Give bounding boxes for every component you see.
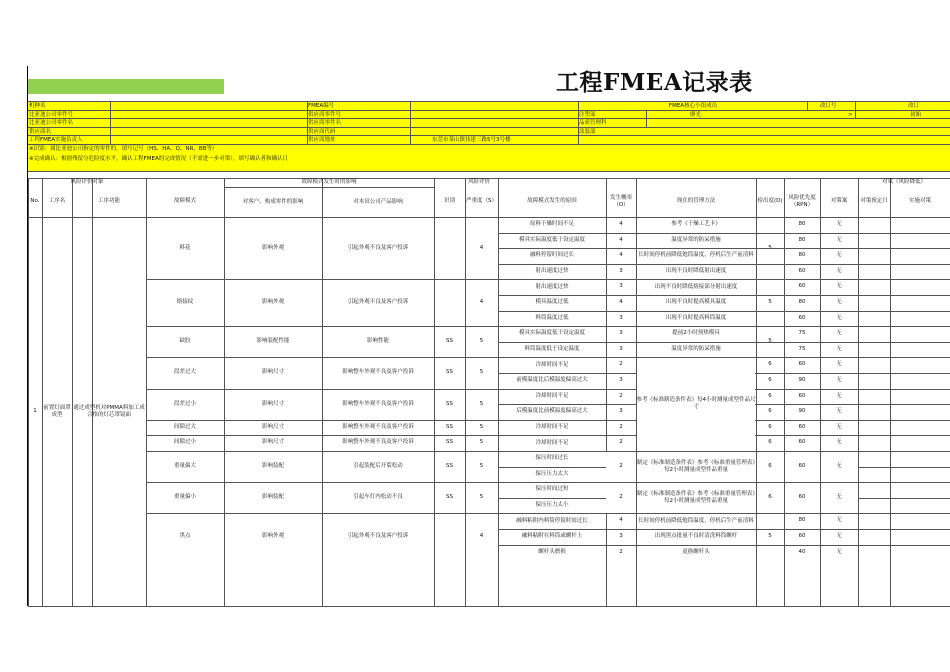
- severity: 4: [479, 245, 484, 251]
- countermeasure-value: 无: [836, 283, 842, 290]
- failure-mode: 段差过大: [173, 369, 196, 376]
- info-arrow: >: [848, 112, 853, 118]
- detection-merged: 5: [768, 533, 772, 540]
- control-text: 长时间停机前降低炮筒温度，停机后生产前清料: [638, 517, 754, 524]
- detection-value: 6: [768, 494, 772, 501]
- control-dimension: 参考《标准制造条件表》每4小时测量成型件品尺寸: [636, 397, 756, 411]
- occurrence-value: 2: [619, 548, 623, 555]
- occurrence-value: 2: [619, 361, 623, 368]
- info-col-line: [646, 110, 647, 127]
- page-title: 工程FMEA记录表: [556, 69, 753, 96]
- cause-text: 融料粘附在料筒或螺杆上: [521, 533, 583, 540]
- effect-honda: 影响整车外观不良及客户投诉: [342, 369, 414, 376]
- header-failure-mode: 故障模式: [173, 198, 196, 204]
- detection-value: 6: [768, 423, 772, 430]
- info-note-identify: ※识别：属比亚迪公司指定的零件的，填写记号（HS、HA、Q、NR、BB等）: [29, 146, 218, 152]
- header-severity: 严重度（S）: [466, 198, 497, 204]
- cause-text: 冷却时间不足: [535, 392, 569, 399]
- detection-value: 6: [768, 439, 772, 446]
- cause-text: 保压时间过长: [535, 455, 569, 462]
- info-dept-1: 注塑部: [579, 112, 596, 118]
- info-dept-2: 品质管理科: [579, 120, 607, 126]
- rpn-value: 60: [798, 267, 806, 274]
- table-bottom-line: [28, 606, 950, 607]
- countermeasure-value: 无: [836, 423, 842, 430]
- info-row-line: [28, 171, 950, 172]
- control-text: 长时间停机前降低炮筒温度，停机后生产前清料: [638, 252, 754, 259]
- effect-customer: 影响尺寸: [261, 439, 284, 446]
- countermeasure-value: 无: [836, 267, 842, 274]
- control-text: 出现黑点批量不良时清洗料筒螺杆: [654, 533, 738, 540]
- rpn-value: 60: [798, 463, 806, 469]
- identify-mark: SS: [446, 439, 453, 446]
- identify-mark: [434, 217, 465, 279]
- cause-text: 料筒温度过低: [535, 314, 569, 321]
- cause-text: 保压压力太大: [535, 470, 569, 477]
- cause-text: 射出速度过快: [535, 268, 569, 275]
- rpn-value: 60: [798, 533, 806, 539]
- countermeasure-value: 无: [836, 494, 842, 501]
- rpn-value: 60: [798, 361, 806, 368]
- header-effect: 故障模式发生时的影响: [301, 179, 357, 185]
- cause-text: 融料停留时间过长: [529, 252, 574, 259]
- countermeasure-value: 无: [836, 439, 842, 446]
- severity: 5: [479, 338, 484, 345]
- cause-text: 料筒温度低于设定温度: [524, 346, 580, 353]
- rpn-value: 90: [798, 377, 806, 383]
- process-function: 通过成型机对PMMA料加工成合格的灯芯罩镜面: [73, 404, 145, 418]
- occurrence-value: 4: [619, 236, 623, 243]
- identify-mark: SS: [446, 463, 453, 469]
- info-supplier-part-name-label: 供应商零件名: [308, 120, 342, 126]
- identify-mark: SS: [446, 338, 453, 345]
- cause-text: 模具实际温度低于设定温度: [518, 236, 585, 243]
- info-address-label: 供应商地址: [308, 137, 336, 143]
- cause-text: 冷却时间不足: [535, 361, 569, 368]
- info-row-line: [28, 110, 950, 111]
- failure-mode: 重量偏大: [173, 463, 196, 469]
- rpn-value: 60: [798, 494, 806, 501]
- info-note-confirm: ※完成确认：根据残留分危险度水平，确认工程FMEA的完成情况（不需进一步对策），填写确认者和确认日: [29, 156, 289, 162]
- detection-value: 6: [768, 392, 772, 399]
- header-risk-object: 风险评价对象: [70, 179, 104, 185]
- severity: 5: [479, 463, 484, 469]
- info-revision-value: 改订: [908, 103, 920, 109]
- countermeasure-value: 无: [836, 299, 842, 305]
- header-countermeasure: 对策案: [830, 198, 848, 204]
- rpn-value: 80: [798, 236, 806, 243]
- countermeasure-value: 无: [836, 314, 842, 321]
- rpn-value: 75: [798, 345, 806, 352]
- info-row-line: [28, 118, 950, 119]
- header-cause: 故障模式发生的原因: [527, 198, 577, 204]
- header-measure: 对策（风险降低）: [881, 179, 926, 185]
- control-text: 出现不良时提高料筒温度: [665, 314, 727, 321]
- rpn-value: 60: [798, 392, 806, 399]
- info-supplier-code-label: 供应商代码: [308, 129, 336, 135]
- control-text: 温度异常的防呆措施: [671, 236, 721, 243]
- countermeasure-value: 无: [836, 392, 842, 399]
- rpn-value: 60: [798, 439, 806, 446]
- occurrence-value: 2: [619, 463, 623, 469]
- effect-honda: 影响性能: [366, 338, 389, 345]
- detection-merged: 5: [768, 299, 772, 306]
- occurrence-value: 3: [619, 330, 623, 337]
- occurrence-value: 3: [619, 283, 623, 290]
- process-no: 1: [33, 408, 37, 414]
- header-occurrence: 发生概率（O）: [609, 194, 632, 208]
- cause-text: 保压时间过短: [535, 486, 569, 493]
- header-identify: 识别: [443, 198, 455, 204]
- identify-mark: SS: [446, 400, 453, 407]
- info-revision-label: 改订号: [820, 103, 837, 109]
- effect-customer: 影响尺寸: [261, 423, 284, 430]
- info-byd-part-no-label: 比亚迪公司零件号: [29, 112, 74, 118]
- info-col-line: [410, 101, 411, 144]
- severity: 4: [479, 299, 484, 306]
- info-owner-label: 工程FMEA实施负责人: [29, 137, 83, 143]
- header-risk-eval: 风险评价: [467, 179, 490, 185]
- effect-honda: 引起外观不良及客户投诉: [347, 299, 409, 306]
- occurrence-value: 4: [619, 299, 623, 305]
- failure-mode: 熔接纹: [176, 299, 194, 306]
- control-text: 出现不良时降低熔接部分射出速度: [654, 283, 738, 290]
- header-process: 工序名: [48, 198, 66, 204]
- failure-mode: 间隙过大: [173, 423, 196, 430]
- rpn-value: 40: [798, 548, 806, 555]
- occurrence-value: 4: [619, 221, 623, 227]
- rpn-value: 60: [798, 423, 806, 430]
- info-address-value: 东莞市茶山镇伟建三路5号3号楼: [432, 137, 511, 143]
- effect-honda: 影响整车外观不良及客户投诉: [342, 423, 414, 430]
- effect-honda: 影响整车外观不良及客户投诉: [342, 400, 414, 407]
- cause-text: 螺杆头磨损: [538, 548, 566, 555]
- occurrence-value: 2: [619, 392, 623, 399]
- effect-customer: 影响装配: [261, 494, 284, 501]
- occurrence-value: 3: [619, 314, 623, 321]
- effect-customer: 影响装配性能: [256, 338, 290, 345]
- failure-mode: 间隙过小: [173, 439, 196, 446]
- severity: 5: [479, 369, 484, 376]
- countermeasure-value: 无: [836, 345, 842, 352]
- countermeasure-value: 无: [836, 252, 842, 259]
- rpn-value: 75: [798, 330, 806, 337]
- severity: 5: [479, 423, 484, 430]
- info-supplier-name-label: 供应商名: [29, 129, 52, 135]
- cause-text: 模具实际温度低于设定温度: [518, 330, 585, 337]
- rpn-value: 80: [798, 299, 806, 305]
- effect-honda: 引起装配后开裂松动: [353, 463, 403, 469]
- severity: 4: [479, 533, 484, 540]
- info-initial: 初始: [910, 112, 922, 118]
- control-text: 出现不良时降低射出速度: [665, 268, 727, 275]
- detection-value: 6: [768, 463, 772, 469]
- effect-customer: 影响装配: [261, 463, 284, 469]
- info-core-team-label: FMEA核心小组成员: [668, 103, 718, 109]
- countermeasure-value: 无: [836, 221, 842, 227]
- countermeasure-value: 无: [836, 330, 842, 337]
- control-weight: 制定《标准制造条件表》参考《标准重量管理表》每2小时测量成型件品重量: [636, 490, 756, 504]
- countermeasure-value: 无: [836, 236, 842, 243]
- occurrence-value: 3: [619, 408, 623, 415]
- effect-honda: 影响整车外观不良及客户投诉: [342, 439, 414, 446]
- countermeasure-value: 无: [836, 533, 842, 539]
- failure-mode: 缺胶: [179, 338, 191, 345]
- effect-honda: 引起车灯内松动不良: [353, 494, 403, 501]
- occurrence-value: 2: [619, 494, 623, 501]
- info-byd-part-name-label: 比亚迪公司零件名: [29, 120, 74, 126]
- occurrence-value: 3: [619, 377, 623, 383]
- info-supplier-part-no-label: 供应商零件号: [308, 112, 342, 118]
- severity: 5: [479, 400, 484, 407]
- info-row-line: [28, 127, 950, 128]
- countermeasure-value: 无: [836, 463, 842, 469]
- occurrence-value: 3: [619, 267, 623, 274]
- control-text: 参考《干燥工艺卡》: [671, 221, 721, 228]
- control-text: 更换螺杆头: [682, 548, 710, 555]
- info-dept-3: 涂装部: [579, 129, 596, 135]
- identify-mark: SS: [446, 494, 453, 501]
- cause-text: 模具温度过低: [535, 299, 569, 306]
- countermeasure-value: 无: [836, 377, 842, 383]
- info-col-line: [855, 101, 856, 118]
- occurrence-value: 3: [619, 345, 623, 352]
- cause-text: 保压压力太小: [535, 502, 569, 509]
- control-text: 出现不良时提高模具温度: [665, 299, 727, 306]
- occurrence-value: 4: [619, 517, 623, 524]
- countermeasure-value: 无: [836, 361, 842, 368]
- identify-mark: [434, 513, 465, 560]
- detection-value: 6: [768, 408, 772, 415]
- occurrence-value: 4: [619, 252, 623, 259]
- countermeasure-value: 无: [836, 408, 842, 415]
- header-control: 现在的管理方法: [676, 198, 716, 204]
- effect-honda: 引起外观不良及客户投诉: [347, 533, 409, 540]
- effect-customer: 影响外观: [261, 533, 284, 540]
- rpn-value: 90: [798, 408, 806, 415]
- cause-text: 冷却时间不足: [535, 424, 569, 431]
- cause-text: 后模温度比前模温度偏高过大: [516, 408, 588, 415]
- green-header-bar: [28, 79, 224, 94]
- failure-mode: 重量偏小: [173, 494, 196, 501]
- header-no: No.: [30, 198, 40, 204]
- control-text: 温度异常的防呆措施: [671, 346, 721, 353]
- rpn-value: 80: [798, 517, 806, 524]
- effect-customer: 影响外观: [261, 299, 284, 306]
- header-rpn: 风险优先度（RPN）: [788, 194, 816, 208]
- control-text: 提前2小时预热模具: [672, 330, 720, 337]
- info-col-line: [807, 101, 808, 110]
- cause-text: 冷却时间不足: [535, 439, 569, 446]
- identify-mark: [434, 279, 465, 326]
- severity: 5: [479, 439, 484, 446]
- detection-value: 6: [768, 361, 772, 368]
- cause-text: 融料粘附内料筒停留时间过长: [516, 517, 588, 524]
- failure-mode: 段差过小: [173, 400, 196, 407]
- failure-mode: 料花: [179, 245, 191, 251]
- effect-customer: 影响外观: [261, 245, 284, 251]
- rpn-value: 80: [798, 221, 806, 227]
- cause-text: 原料干燥时间不足: [529, 221, 574, 228]
- info-fmea-no-label: FMEA编号: [308, 103, 335, 109]
- cause-text: 前模温度比后模温度偏高过大: [516, 377, 588, 384]
- control-weight: 制定《标准制造条件表》参考《标准重量管理表》每2小时测量成型件品重量: [636, 459, 756, 473]
- info-member-1: 廖光: [690, 112, 702, 118]
- header-plan-date: 对策预定日: [860, 198, 888, 204]
- occurrence-value: 3: [619, 533, 623, 539]
- rpn-value: 60: [798, 314, 806, 321]
- header-detection: 检出度(D): [757, 198, 783, 204]
- cause-text: 射出速度过快: [535, 283, 569, 290]
- info-machine-label: 机种名: [29, 103, 46, 109]
- header-effect-customer: 对客户、构成零件的影响: [242, 199, 304, 205]
- rpn-value: 80: [798, 252, 806, 259]
- severity: 5: [479, 494, 484, 501]
- effect-customer: 影响尺寸: [261, 369, 284, 376]
- process-name: 前置灯面罩成型: [43, 404, 71, 418]
- occurrence-value: 2: [619, 423, 623, 430]
- occurrence-value: 2: [619, 439, 623, 446]
- countermeasure-value: 无: [836, 517, 842, 524]
- rpn-value: 60: [798, 283, 806, 290]
- header-done: 实施对策: [908, 198, 931, 204]
- identify-mark: SS: [446, 423, 453, 430]
- failure-mode: 黑点: [179, 533, 191, 540]
- detection-value: 6: [768, 377, 772, 383]
- info-col-line: [110, 101, 111, 144]
- identify-mark: SS: [446, 369, 453, 376]
- header-function: 工序功能: [97, 198, 120, 204]
- header-effect-honda: 对本田公司产品影响: [353, 199, 403, 205]
- info-row-line: [28, 101, 950, 102]
- col-line: [858, 178, 859, 606]
- effect-customer: 影响尺寸: [261, 400, 284, 407]
- col-line: [890, 178, 891, 606]
- effect-honda: 引起外观不良及客户投诉: [347, 245, 409, 251]
- countermeasure-value: 无: [836, 548, 842, 555]
